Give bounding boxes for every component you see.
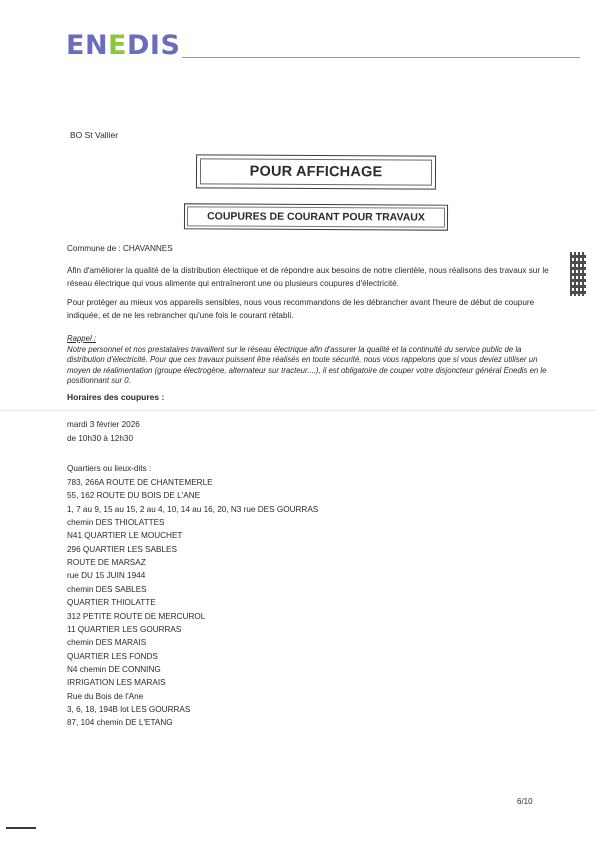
title-box — [196, 154, 436, 189]
quartier-item: QUARTIER THIOLATTE — [67, 598, 156, 608]
header-divider — [182, 57, 580, 58]
page-subtitle: COUPURES DE COURANT POUR TRAVAUX — [207, 210, 425, 224]
quartier-item: N41 QUARTIER LE MOUCHET — [67, 531, 183, 541]
quartier-item: IRRIGATION LES MARAIS — [67, 678, 166, 688]
intro-paragraph: Afin d'améliorer la qualité de la distribution électrique et de répondre aux besoins de notre clientèle, nous réalisons des travaux sur le réseau électrique qui vous alimente qui entraîneront une ou plusieurs coupures d'électricité. — [67, 266, 549, 288]
outage-time: de 10h30 à 12h30 — [67, 434, 134, 443]
quartier-item: 1, 7 au 9, 15 au 15, 2 au 4, 10, 14 au 16, 20, N3 rue DES GOURRAS — [67, 504, 319, 514]
quartiers-heading: Quartiers ou lieux-dits : — [67, 464, 152, 473]
outage-date: mardi 3 février 2026 — [67, 420, 140, 429]
qr-code — [570, 252, 586, 296]
schedule-heading: Horaires des coupures : — [67, 392, 165, 402]
page-title: POUR AFFICHAGE — [249, 163, 383, 181]
quartier-item: 87, 104 chemin DE L'ETANG — [67, 718, 173, 728]
quartier-item: rue DU 15 JUIN 1944 — [67, 571, 146, 581]
page-number: 6/10 — [517, 797, 533, 806]
enedis-logo: ENEDIS — [66, 30, 181, 61]
quartier-item: 296 QUARTIER LES SABLES — [67, 544, 177, 554]
quartier-item: QUARTIER LES FONDS — [67, 651, 158, 661]
advice-paragraph: Pour protéger au mieux vos appareils sensibles, nous vous recommandons de les débrancher avant l'heure de début de coupure indiquée, et de ne les rebrancher qu'une fois le courant rétabli. — [67, 298, 535, 320]
scan-artifact-line — [0, 410, 595, 411]
quartier-item: N4 chemin DE CONNING — [67, 664, 161, 674]
quartier-item: chemin DES SABLES — [67, 584, 147, 594]
reminder-block — [67, 334, 557, 387]
commune-line: Commune de : CHAVANNES — [67, 244, 173, 253]
quartier-item: ROUTE DE MARSAZ — [67, 558, 146, 568]
quartier-item: 783, 266A ROUTE DE CHANTEMERLE — [67, 478, 213, 487]
quartier-item: Rue du Bois de l'Ane — [67, 691, 144, 701]
sender-label: BO St Vallier — [70, 130, 119, 140]
reminder-label: Rappel : — [67, 334, 97, 343]
footer-mark — [6, 827, 36, 829]
quartier-item: 3, 6, 18, 194B lot LES GOURRAS — [67, 704, 191, 714]
quartier-item: 55, 162 ROUTE DU BOIS DE L'ANE — [67, 491, 201, 501]
quartier-item: 312 PETITE ROUTE DE MERCUROL — [67, 611, 206, 621]
quartier-item: chemin DES MARAIS — [67, 638, 147, 648]
quartier-item: chemin DES THIOLATTES — [67, 518, 165, 528]
quartier-item: 11 QUARTIER LES GOURRAS — [67, 624, 182, 634]
subtitle-box — [184, 203, 448, 230]
reminder-text: Notre personnel et nos prestataires travaillent sur le réseau électrique afin d'assurer la qualité et la continuité du service public de la distribution d'électricité. Pour que ces travaux puissent être réalisés en toute sécurité, nous vous rappelons que si vous deviez utiliser un moyen de réalimentation (groupe électrogène, alternateur sur tracteur....), il est obligatoire de couper votre disjoncteur général Enedis en le positionnant sur 0. — [67, 344, 547, 385]
